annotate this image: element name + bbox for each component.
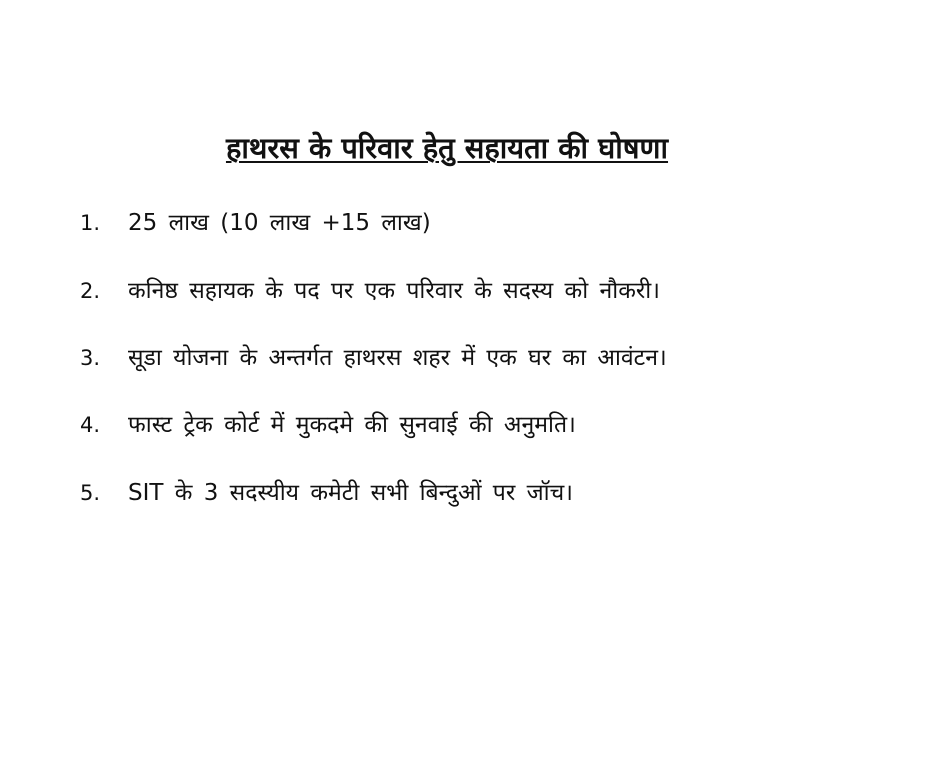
list-item bbox=[80, 410, 576, 440]
list-item bbox=[80, 208, 431, 238]
list-item bbox=[80, 276, 660, 306]
list-item bbox=[80, 343, 667, 373]
list-item-text: 25 लाख (10 लाख +15 लाख) bbox=[128, 210, 431, 236]
list-item-number: 3. bbox=[80, 346, 101, 370]
list-item-number: 5. bbox=[80, 481, 101, 505]
list-item bbox=[80, 478, 573, 508]
list-item-text: SIT के 3 सदस्यीय कमेटी सभी बिन्दुओं पर जॉच। bbox=[128, 480, 573, 506]
list-item-number: 2. bbox=[80, 279, 101, 303]
document-title: हाथरस के परिवार हेतु सहायता की घोषणा bbox=[225, 131, 669, 165]
list-item-number: 1. bbox=[80, 211, 101, 235]
list-item-number: 4. bbox=[80, 413, 101, 437]
list-item-text: कनिष्ठ सहायक के पद पर एक परिवार के सदस्य को नौकरी। bbox=[128, 278, 660, 304]
list-item-text: सूडा योजना के अन्तर्गत हाथरस शहर में एक घर का आवंटन। bbox=[128, 345, 667, 371]
list-item-text: फास्ट ट्रेक कोर्ट में मुकदमे की सुनवाई की अनुमति। bbox=[128, 412, 576, 438]
